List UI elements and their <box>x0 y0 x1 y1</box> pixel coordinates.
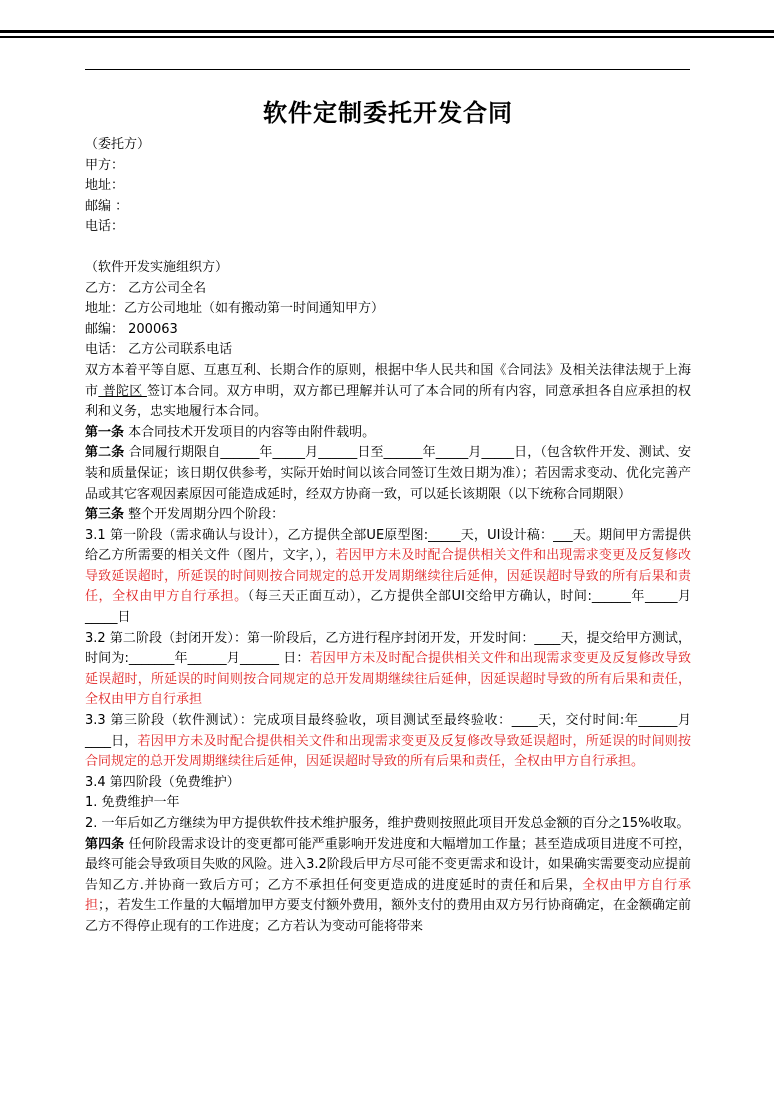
article-2 <box>85 443 691 505</box>
article-1-heading: 第一条 <box>85 424 125 440</box>
preamble-text-b: 签订本合同。双方申明，双方都已理解并认可了本合同的所有内容，同意承担各自应承担的权利和义务，忠实地履行本合同。 <box>85 383 691 420</box>
party-b-phone: 电话： 乙方公司联系电话 <box>85 342 233 358</box>
section-3-4: 3.4 第四阶段（免费维护） <box>85 774 240 790</box>
article-3-text: 整个开发周期分四个阶段： <box>124 507 285 523</box>
article-4-text-a: 任何阶段需求设计的变更都可能严重影响开发进度和大幅增加工作量；甚至造成项目进度不可控，最终可能会导致项目失败的风险。进入3.2阶段后甲方尽可能不变更需求和设计，如果确实需要变动应提前告知乙方.并协商一致后方可；乙方不承担任何变更造成的进度延时的责任和后果， <box>85 836 691 893</box>
party-b-name: 乙方： 乙方公司全名 <box>85 280 207 296</box>
header-double-rule-bottom <box>0 36 774 38</box>
article-4-warning: 全权由甲方自行承担 <box>85 877 691 914</box>
section-3-2-text: 3.2 第二阶段（封闭开发）：第一阶段后，乙方进行程序封闭开发，开发时间：____天，提交给甲方测试，时间为:_______年______月______ 日： <box>85 630 691 667</box>
document-title: 软件定制委托开发合同 <box>263 99 513 127</box>
party-b-postcode: 邮编： 200063 <box>85 321 178 337</box>
party-a-address-label: 地址： <box>85 178 125 194</box>
list-item-2: 2. 一年后如乙方继续为甲方提供软件技术维护服务，维护费则按照此项目开发总金额的百分之15%收取。 <box>85 816 690 831</box>
contract-page <box>85 95 691 938</box>
article-2-text: 合同履行期限自______年_____月______日至______年_____月_____日，（包含软件开发、测试、安装和质量保证；该日期仅供参考，实际开始时间以该合同签订生效日期为准）；若因需求变动、优化完善产品或其它客观因素原因可能造成延时，经双方协商一致，可以延长该期限（以下统称合同期限） <box>85 445 691 502</box>
section-3-2-warning: 若因甲方未及时配合提供相关文件和出现需求变更及反复修改导致延误超时，所延误的时间则按合同规定的总开发周期继续往后延伸，因延误超时导致的所有后果和责任，全权由甲方自行承担 <box>85 651 691 708</box>
list-item-1: 1. 免费维护一年 <box>85 795 180 811</box>
section-3-1 <box>85 526 691 629</box>
section-3-3-warning: 若因甲方未及时配合提供相关文件和出现需求变更及反复修改导致延误超时，所延误的时间则按合同规定的总开发周期继续往后延伸，因延误超时导致的所有后果和责任，全权由甲方自行承担。 <box>85 733 691 770</box>
preamble-city: 普陀区 <box>98 383 147 399</box>
section-3-2 <box>85 629 691 711</box>
section-3-3-text: 3.3 第三阶段（软件测试）：完成项目最终验收，项目测试至最终验收：____天，交付时间:年______月____日， <box>85 713 691 749</box>
party-b-address: 地址：乙方公司地址（如有搬动第一时间通知甲方） <box>85 301 385 317</box>
preamble-text-a: 双方本着平等自愿、互惠互利、长期合作的原则，根据中华人民共和国《合同法》及相关法律法规于上海市 <box>85 362 691 399</box>
article-3-heading: 第三条 <box>85 507 125 523</box>
section-3-1-text-a: 3.1 第一阶段（需求确认与设计），乙方提供全部UE原型图:_____天，UI设计稿：___天。期间甲方需提供给乙方所需要的相关文件（图片，文字，）， <box>85 527 691 564</box>
header-rule <box>85 69 690 70</box>
section-3-1-warning: 若因甲方未及时配合提供相关文件和出现需求变更及反复修改导致延误超时，所延误的时间则按合同规定的总开发周期继续往后延伸，因延误超时导致的所有后果和责任，全权由甲方自行承担。 <box>85 548 691 605</box>
party-a-name-label: 甲方： <box>85 157 125 173</box>
article-4-text-b: ；，若发生工作量的大幅增加甲方要支付额外费用，额外支付的费用由双方另行协商确定，在金额确定前乙方不得停止现有的工作进度；乙方若认为变动可能将带来 <box>85 898 691 934</box>
article-4-heading: 第四条 <box>85 836 125 852</box>
article-2-heading: 第二条 <box>85 445 125 461</box>
spacer <box>85 238 691 258</box>
article-1 <box>85 423 691 444</box>
party-b-role: （软件开发实施组织方） <box>85 259 229 275</box>
article-4 <box>85 835 691 938</box>
section-3-1-text-b: （每三天正面互动），乙方提供全部UI交给甲方确认，时间:______年_____月_____日 <box>85 589 691 626</box>
header-double-rule-top <box>0 30 774 33</box>
article-3 <box>85 505 691 526</box>
party-a-phone-label: 电话： <box>85 219 125 235</box>
article-1-text: 本合同技术开发项目的内容等由附件载明。 <box>124 424 376 440</box>
section-3-3 <box>85 711 691 773</box>
preamble-paragraph <box>85 361 691 423</box>
party-a-role: （委托方） <box>85 137 151 152</box>
party-a-postcode-label: 邮编 ： <box>85 198 129 214</box>
